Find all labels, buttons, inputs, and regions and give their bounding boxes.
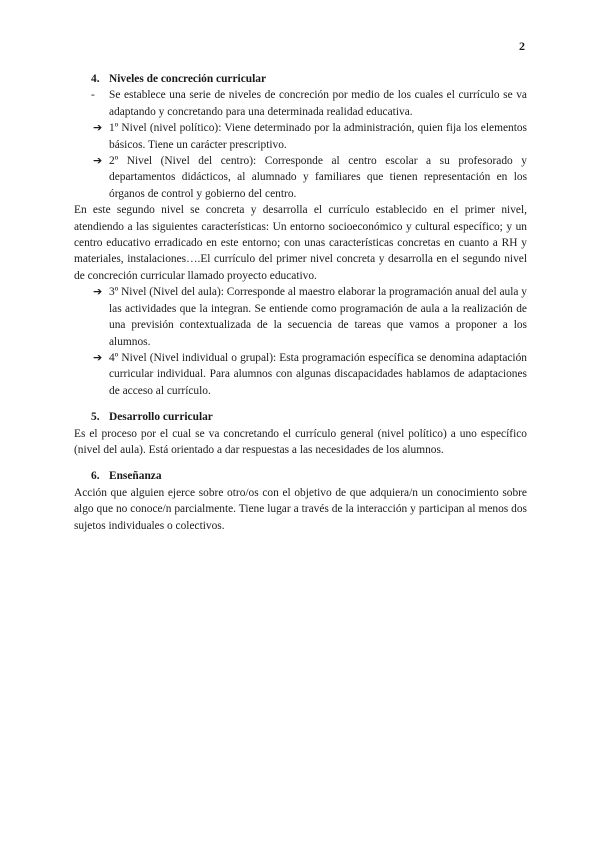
section-6-number: 6. <box>91 470 100 483</box>
section-4-heading <box>74 71 527 87</box>
arrow-right-icon: ➔ <box>93 350 103 364</box>
level-2-item <box>74 153 527 202</box>
section-4-paragraph: En este segundo nivel se concreta y desarrolla el currículo establecido en el primer nivel, atendiendo a las siguientes características: Un entorno socioeconómico y cultural específico; y un centro educativo erradicado en este entorno; con unas características concretas en cuanto a RH y materiales, instalaciones….El currículo del primer nivel concreta y desarrolla en el segundo nivel de concreción curricular llamado proyecto educativo. <box>74 204 527 282</box>
dash-bullet-icon: - <box>91 89 95 102</box>
section-4-bullet-item <box>74 87 527 120</box>
section-gap <box>74 458 527 468</box>
level-1-item <box>74 120 527 153</box>
document-body <box>74 71 527 534</box>
level-3-text: 3º Nivel (Nivel del aula): Corresponde al maestro elaborar la programación anual del aula y las actividades que la integran. Se entiende como programación de aula a la realización de una previsión contextualizada de la secuencia de tareas que vamos a proponer a los alumnos. <box>109 286 527 348</box>
section-6-paragraph: Acción que alguien ejerce sobre otro/os con el objetivo de que adquiera/n un conocimiento sobre algo que no conoce/n parcialmente. Tiene lugar a través de la interacción y participan al menos dos sujetos individuales o colectivos. <box>74 486 527 532</box>
section-4-title: Niveles de concreción curricular <box>109 73 266 85</box>
arrow-right-icon: ➔ <box>93 285 103 299</box>
section-6-title: Enseñanza <box>109 470 162 483</box>
section-6-heading <box>74 468 527 484</box>
section-5-heading <box>74 409 527 425</box>
level-4-item <box>74 350 527 399</box>
level-2-text: 2º Nivel (Nivel del centro): Corresponde al centro escolar a su profesorado y departamentos didácticos, al alumnado y familiares que tienen representación en los órganos de control y gobierno del centro. <box>109 155 527 200</box>
level-1-text: 1º Nivel (nivel político): Viene determinado por la administración, quien fija los elementos básicos. Tiene un carácter prescriptivo. <box>109 122 527 151</box>
arrow-right-icon: ➔ <box>93 154 103 168</box>
section-5-paragraph: Es el proceso por el cual se va concretando el currículo general (nivel político) a uno específico (nivel del aula). Está orientado a dar respuestas a las necesidades de los alumnos. <box>74 427 527 456</box>
section-5-number: 5. <box>91 411 100 424</box>
level-3-item <box>74 284 527 350</box>
arrow-right-icon: ➔ <box>93 121 103 135</box>
section-4-number: 4. <box>91 73 100 85</box>
section-5-title: Desarrollo curricular <box>109 411 213 424</box>
section-4-bullet-text: Se establece una serie de niveles de concreción por medio de los cuales el currículo se va adaptando y concretando para una determinada realidad educativa. <box>109 89 527 118</box>
section-gap <box>74 399 527 409</box>
level-4-text: 4º Nivel (Nivel individual o grupal): Esta programación específica se denomina adaptación curricular individual. Para alumnos con algunas discapacidades hablamos de adaptaciones de acceso al currículo. <box>109 351 527 397</box>
page-number: 2 <box>519 39 525 53</box>
